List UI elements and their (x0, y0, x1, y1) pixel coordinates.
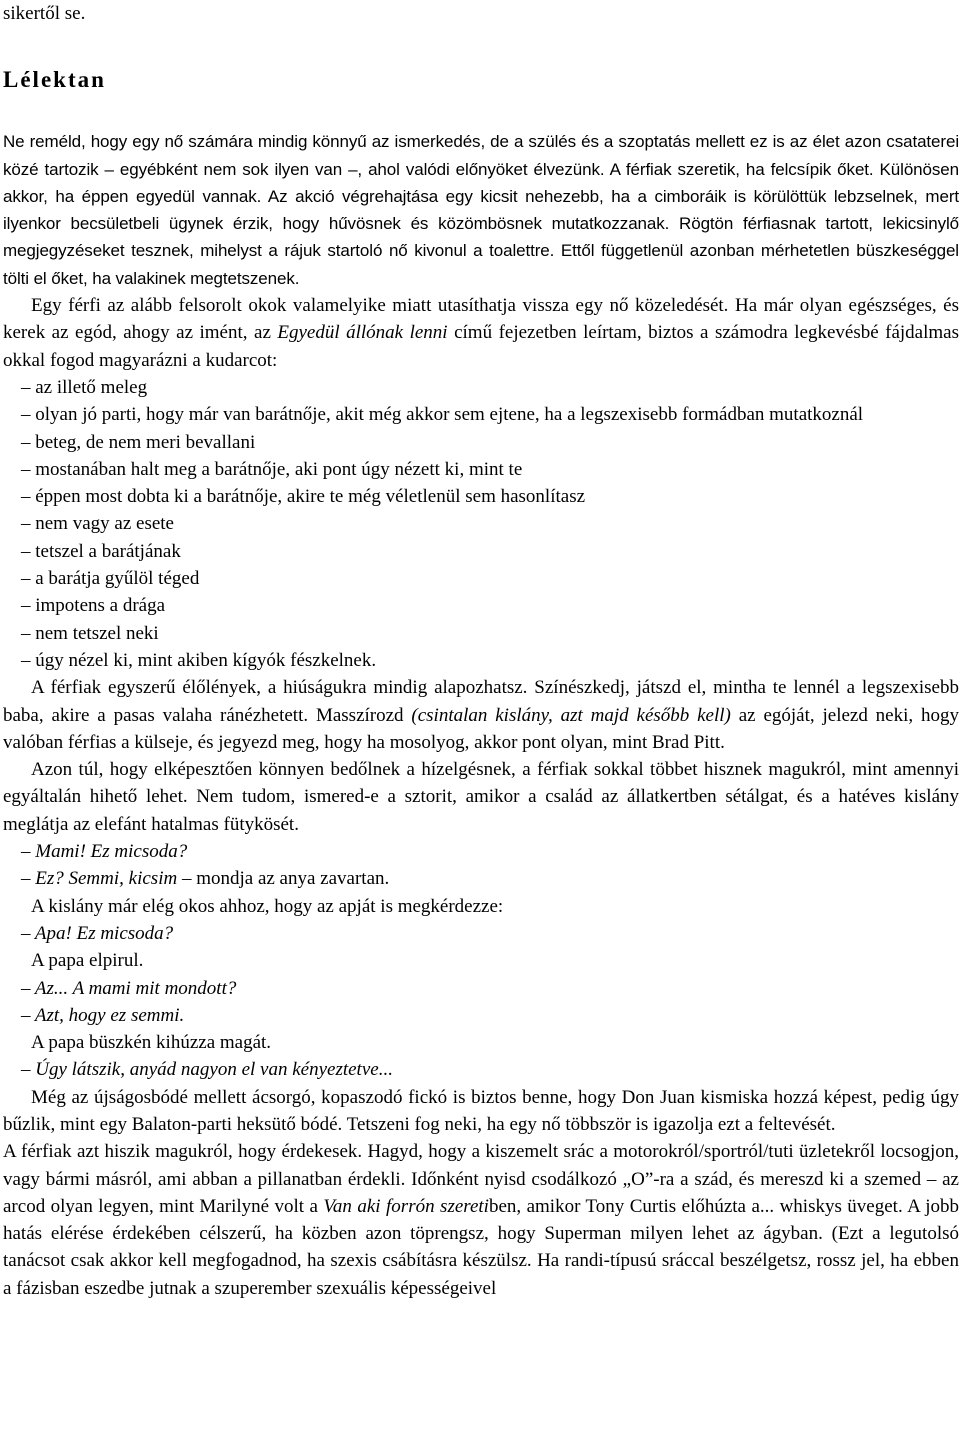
list-item: – beteg, de nem meri bevallani (21, 431, 256, 453)
dialogue-line: A kislány már elég okos ahhoz, hogy az apját is megkérdezze: (31, 895, 504, 917)
paragraph-6 (3, 1138, 959, 1302)
list-item: – úgy nézel ki, mint akiben kígyók fészkelnek. (21, 649, 377, 671)
list-item: – tetszel a barátjának (21, 540, 181, 562)
dialogue-text: – mondja az anya zavartan. (177, 868, 390, 890)
paragraph-3-text-b: az egóját, jelezd neki, hogy valóban férfias a külseje, és jegyezd meg, hogy ha mosolyog, akkor pont olyan, mint Brad Pitt. (3, 704, 960, 753)
paragraph-6-text: A férfiak azt hiszik magukról, hogy érdekesek. Hagyd, hogy a kiszemelt srác a motorokról/sportról/tuti üzletekről locsogjon, vagy bármi másról, ami abban a pillanatban érdekli. Időnként nyisd csodálkozó „O”-ra a szád, és mereszd ki a szemed – az arcod olyan legyen, mint Marilyné volt a (3, 1141, 959, 1217)
paragraph-1-text-b: A férfiak szeretik, ha felcsípik őket. Különösen akkor, ha éppen egyedül vannak. Az akció végrehajtása egy kicsit nehezebb, ha a cimboráik is körülöttük lebzselnek, mert ilyenkor becsületbeli ügynek érzik, hogy hűvösnek és közömbösnek mutatkozzanak. Rögtön férfiasnak tartott, lekicsinylő megjegyzéseket tesznek, mihelyst a rájuk startoló nő kivonul a toalettre. Ettől függetlenül azonban mérhetetlen büszkeséggel tölti el őket, ha valakinek megtetszenek. (3, 159, 960, 288)
dialogue (3, 838, 959, 1084)
aside-italic: (csintalan kislány, azt majd később kell) (411, 704, 731, 726)
reason-list (3, 374, 959, 674)
list-item: – az illető meleg (21, 376, 148, 398)
list-item: – nem vagy az esete (21, 513, 174, 535)
dialogue-line (3, 920, 959, 947)
dialogue-italic: – Mami! Ez micsoda? (21, 841, 188, 863)
paragraph-3 (3, 674, 959, 756)
dialogue-line (3, 1056, 959, 1083)
section-heading: Lélektan (3, 67, 106, 93)
dialogue-italic: – Ez? Semmi, kicsim (21, 868, 178, 890)
dialogue-italic: – Úgy látszik, anyád nagyon el van kényeztetve... (21, 1059, 393, 1081)
paragraph-4: Azon túl, hogy elképesztően könnyen bedőlnek a hízelgésnek, a férfiak sokkal többet hisznek magukról, mint amennyi egyáltalán hihető lehet. Nem tudom, ismered-e a sztorit, amikor a család az állatkertben sétálgat, és a hatéves kislány meglátja az elefánt hatalmas fütykösét. (3, 759, 959, 835)
dialogue-italic: – Apa! Ez micsoda? (21, 922, 174, 944)
dialogue-line (3, 838, 959, 865)
dialogue-italic: – Azt, hogy ez semmi. (21, 1004, 185, 1026)
paragraph-2-text-b: című fejezetben leírtam, biztos a számodra legkevésbé fájdalmas okkal fogod magyarázni a kudarcot: (3, 322, 959, 371)
paragraph-2 (3, 292, 959, 374)
dialogue-line: A papa büszkén kihúzza magát. (31, 1032, 272, 1054)
paragraph-1-text: Ne reméld, hogy egy nő számára mindig könnyű az ismerkedés, de a szülés és a szoptatás mellett ez is az élet azon csataterei közé tartozik – egyébként nem sok ilyen van –, ahol valódi előnyöket élvezünk. (3, 132, 959, 179)
list-item: – olyan jó parti, hogy már van barátnője, akit még akkor sem ejtene, ha a legszexisebb formádban mutatkoznál (21, 404, 864, 426)
top-line: sikertől se. (3, 3, 86, 24)
dialogue-line: A papa elpirul. (31, 950, 144, 972)
list-item: – impotens a drága (21, 595, 166, 617)
dialogue-italic: – Az... A mami mit mondott? (21, 977, 237, 999)
paragraph-3-text: A férfiak egyszerű élőlények, a hiúságukra mindig alapozhatsz. Színészkedj, játszd el, mintha te lennél a legszexisebb baba, akire a pasas valaha ránézhetett. Masszírozd (3, 677, 959, 726)
paragraph-5: Még az újságosbódé mellett ácsorgó, kopaszodó fickó is biztos benne, hogy Don Juan kismiska hozzá képest, pedig úgy bűzlik, mint egy Balaton-parti heksütő bódé. Tetszeni fog neki, ha egy nő többször is igazolja ezt a feltevését. (3, 1086, 959, 1135)
dialogue-line (3, 865, 959, 892)
paragraph-2-text: Egy férfi az alább felsorolt okok valamelyike miatt utasíthatja vissza egy nő közeledését. Ha már olyan egészséges, és kerek az egód, ahogy az imént, az (3, 295, 959, 344)
list-item: – mostanában halt meg a barátnője, aki pont úgy nézett ki, mint te (21, 458, 523, 480)
paragraph-1 (3, 128, 959, 292)
list-item: – éppen most dobta ki a barátnője, akire te még véletlenül sem hasonlítasz (21, 486, 586, 508)
dialogue-line (3, 1002, 959, 1029)
chapter-reference: Egyedül állónak lenni (277, 322, 448, 344)
list-item: – a barátja gyűlöl téged (21, 568, 200, 590)
dialogue-line (3, 975, 959, 1002)
list-item: – nem tetszel neki (21, 622, 159, 644)
paragraph-6-text-b: ben, amikor Tony Curtis előhúzta a... whiskys üveget. A jobb hatás elérése érdekében célszerű, ha közben azon töprengsz, hogy Superman milyen lehet az ágyban. (Ezt a legutolsó tanácsot csak akkor kell megfogadnod, ha szexis csábításra készülsz. Ha randi-típusú sráccal beszélgetsz, rossz jel, ha ebben a fázisban eszedbe jutnak a szuperember szexuális képességeivel (3, 1195, 960, 1299)
film-title: Van aki forrón szereti (323, 1195, 489, 1217)
